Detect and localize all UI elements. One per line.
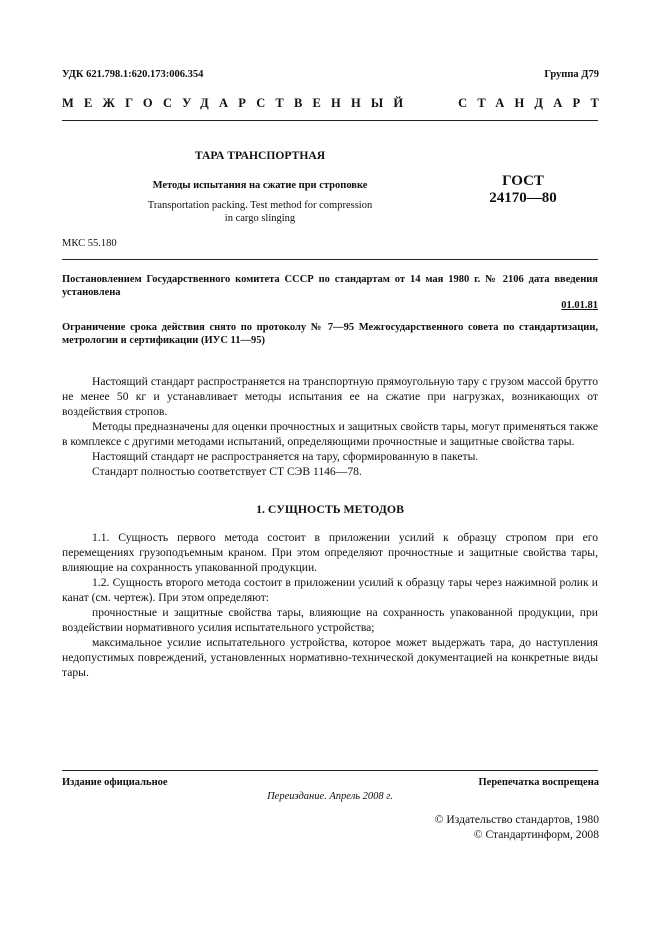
restriction-note: Ограничение срока действия снято по протоколу № 7—95 Межгосударственного совета по стандартизации, метрологии и сертификации (ИУС 11—95) [62,322,598,346]
mks-code: МКС 55.180 [62,238,117,249]
english-title [100,199,420,225]
section-body [62,530,598,680]
header-rule [62,120,598,121]
intro-paragraph: Стандарт полностью соответствует СТ СЭВ 1146—78. [92,465,362,478]
group-code: Группа Д79 [544,69,599,80]
category-right: СТАНДАРТ [458,96,609,110]
gost-label: ГОСТ [502,173,544,189]
intro-block [62,374,598,479]
reprint-notice: Перепечатка воспрещена [478,777,599,788]
decree-text: Постановлением Государственного комитета СССР по стандартам от 14 мая 1980 г. № 2106 дата введения установлена [62,274,598,298]
introduction-date: 01.01.81 [561,300,598,311]
page-title: ТАРА ТРАНСПОРТНАЯ [194,149,326,162]
category-left: МЕЖГОСУДАРСТВЕННЫЙ [62,96,414,110]
section-heading: 1. СУЩНОСТЬ МЕТОДОВ [256,502,404,516]
intro-paragraph: Настоящий стандарт не распространяется на тару, сформированную в пакеты. [92,450,479,463]
gost-designation [468,173,578,207]
page-subtitle: Методы испытания на сжатие при строповке [152,180,368,191]
reissue-note: Переиздание. Апрель 2008 г. [267,791,393,802]
official-edition: Издание официальное [62,777,168,788]
copyright-line: © Стандартинформ, 2008 [473,828,599,841]
udk-code: УДК 621.798.1:620.173:006.354 [62,69,204,80]
title-rule [62,259,598,260]
intro-paragraph: Методы предназначены для оценки прочностных и защитных свойств тары, могут применяться также в комплексе с другими методами испытаний, определяющими прочностные и защитные свойства тары. [62,420,598,448]
copyright-block [435,812,599,842]
gost-number: 24170—80 [489,190,557,206]
english-title-line1: Transportation packing. Test method for compression [147,200,373,211]
footer-rule [62,770,598,771]
section-paragraph: максимальное усилие испытательного устройства, которое может выдержать тара, до наступления недопустимых повреждений, установленных нормативно-технической документацией на конкретные виды тары. [62,636,598,679]
english-title-line2: in cargo slinging [224,213,296,224]
section-paragraph: 1.2. Сущность второго метода состоит в приложении усилий к образцу тары через нажимной ролик и канат (см. чертеж). При этом определяют: [62,576,598,604]
section-paragraph: прочностные и защитные свойства тары, влияющие на сохранность упакованной продукции, при воздействии нормативного усилия испытательного устройства; [62,606,598,634]
intro-paragraph: Настоящий стандарт распространяется на транспортную прямоугольную тару с грузом массой брутто не менее 50 кг и устанавливает методы испытания ее на сжатие при нагрузках, возникающих от воздействия стропов. [62,375,598,418]
copyright-line: © Издательство стандартов, 1980 [434,813,599,826]
section-paragraph: 1.1. Сущность первого метода состоит в приложении усилий к образцу стропом при его перемещениях грузоподъемным краном. При этом определяют прочностные и защитные свойства тары, влияющие на сохранность упакованной продукции. [62,531,598,574]
